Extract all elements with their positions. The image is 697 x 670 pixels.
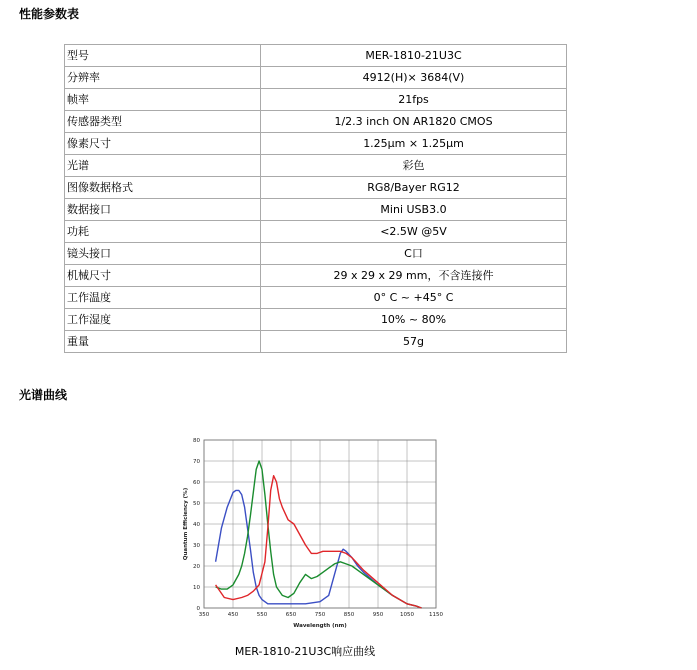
spec-value: 1.25μm × 1.25μm — [261, 133, 567, 155]
spec-value: 4912(H)× 3684(V) — [261, 67, 567, 89]
spec-value: 29 x 29 x 29 mm，不含连接件 — [261, 265, 567, 287]
spec-row — [65, 287, 567, 309]
y-tick-label: 40 — [193, 522, 200, 528]
x-tick-label: 550 — [256, 612, 268, 618]
spec-value: <2.5W @5V — [261, 221, 567, 243]
spec-row — [65, 243, 567, 265]
spec-table — [64, 44, 567, 353]
spec-row — [65, 155, 567, 177]
y-tick-label: 30 — [193, 543, 200, 549]
spec-row — [65, 111, 567, 133]
y-axis-label: Quantum Efficiency (%) — [183, 487, 189, 561]
x-tick-label: 950 — [372, 612, 384, 618]
y-tick-label: 10 — [193, 585, 200, 591]
spec-row — [65, 89, 567, 111]
spec-label: 工作湿度 — [65, 309, 261, 331]
spec-value: 1/2.3 inch ON AR1820 CMOS — [261, 111, 567, 133]
spec-row — [65, 177, 567, 199]
spec-label: 镜头接口 — [65, 243, 261, 265]
spec-row — [65, 67, 567, 89]
x-tick-label: 1050 — [400, 612, 414, 618]
y-tick-label: 50 — [193, 501, 200, 507]
spec-row — [65, 199, 567, 221]
x-tick-label: 850 — [343, 612, 355, 618]
spec-label: 机械尺寸 — [65, 265, 261, 287]
spec-label: 图像数据格式 — [65, 177, 261, 199]
spec-row — [65, 221, 567, 243]
spec-label: 重量 — [65, 331, 261, 353]
spec-label: 传感器类型 — [65, 111, 261, 133]
chart-caption: MER-1810-21U3C响应曲线 — [234, 645, 376, 658]
spec-row — [65, 45, 567, 67]
x-tick-label: 1150 — [429, 612, 443, 618]
spec-label: 功耗 — [65, 221, 261, 243]
spec-value: Mini USB3.0 — [261, 199, 567, 221]
spec-value: 21fps — [261, 89, 567, 111]
x-axis-label: Wavelength (nm) — [293, 623, 347, 629]
x-tick-label: 350 — [198, 612, 210, 618]
spec-label: 帧率 — [65, 89, 261, 111]
y-tick-label: 0 — [196, 606, 200, 612]
spec-label: 分辨率 — [65, 67, 261, 89]
curve-section-title: 光谱曲线 — [19, 388, 68, 402]
spec-value: 10% ~ 80% — [261, 309, 567, 331]
spectral-response-chart — [174, 432, 443, 642]
y-tick-label: 60 — [193, 480, 200, 486]
spec-row — [65, 331, 567, 353]
spec-value: MER-1810-21U3C — [261, 45, 567, 67]
spec-value: 0° C ~ +45° C — [261, 287, 567, 309]
spec-row — [65, 133, 567, 155]
x-tick-label: 650 — [285, 612, 297, 618]
y-tick-label: 80 — [193, 438, 200, 444]
spec-section-title: 性能参数表 — [19, 7, 80, 21]
spec-value: 彩色 — [261, 155, 567, 177]
y-tick-label: 20 — [193, 564, 200, 570]
spec-value: 57g — [261, 331, 567, 353]
spec-label: 型号 — [65, 45, 261, 67]
y-tick-label: 70 — [193, 459, 200, 465]
spec-row — [65, 309, 567, 331]
spec-label: 像素尺寸 — [65, 133, 261, 155]
x-tick-label: 450 — [227, 612, 239, 618]
spec-label: 工作温度 — [65, 287, 261, 309]
spec-value: C口 — [261, 243, 567, 265]
x-tick-label: 750 — [314, 612, 326, 618]
spec-row — [65, 265, 567, 287]
spec-value: RG8/Bayer RG12 — [261, 177, 567, 199]
spec-label: 数据接口 — [65, 199, 261, 221]
spec-label: 光谱 — [65, 155, 261, 177]
